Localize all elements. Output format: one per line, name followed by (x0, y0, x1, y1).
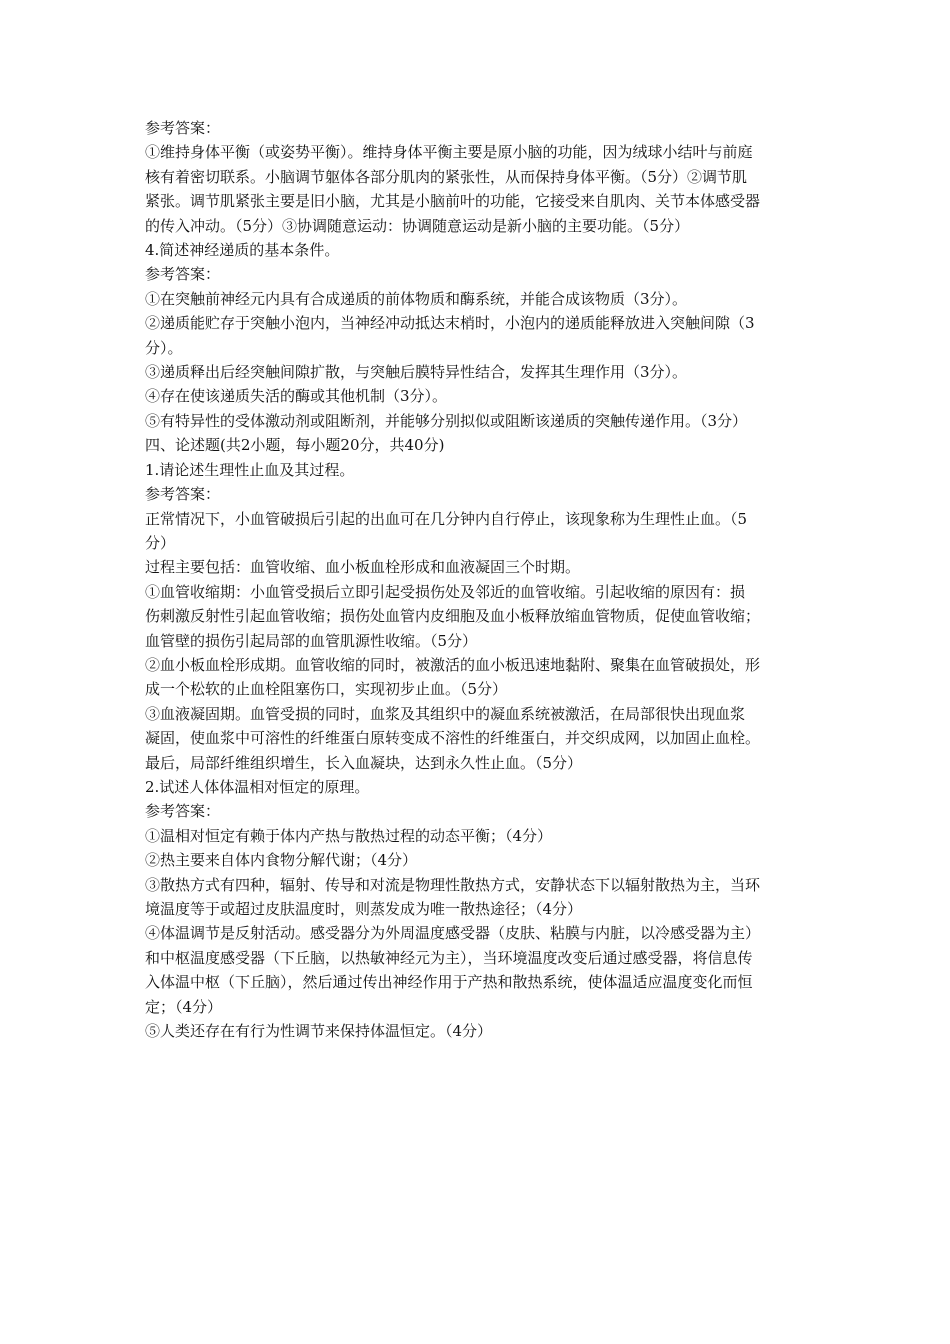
text-line: 最后，局部纤维组织增生，长入血凝块，达到永久性止血。（5分） (145, 753, 583, 772)
text-line: ④存在使该递质失活的酶或其他机制（3分）。 (145, 387, 448, 406)
answer-heading: 参考答案： (145, 119, 221, 137)
text-line: ⑤有特异性的受体激动剂或阻断剂，并能够分别拟似或阻断该递质的突触传递作用。（3分） (145, 411, 748, 430)
text-line: 定；（4分） (145, 997, 223, 1016)
text-line: ③散热方式有四种，辐射、传导和对流是物理性散热方式，安静状态下以辐射散热为主，当环 (145, 875, 761, 894)
question-title: 2.试述人体体温相对恒定的原理。 (145, 777, 370, 796)
text-line: ④体温调节是反射活动。感受器分为外周温度感受器（皮肤、粘膜与内脏，以冷感受器为主） (145, 924, 761, 943)
text-line: ⑤人类还存在有行为性调节来保持体温恒定。（4分） (145, 1022, 493, 1041)
text-line: 境温度等于或超过皮肤温度时，则蒸发成为唯一散热途径；（4分） (145, 900, 583, 918)
text-line: ①血管收缩期：小血管受损后立即引起受损伤处及邻近的血管收缩。引起收缩的原因有：损 (145, 582, 746, 601)
text-line: ①在突触前神经元内具有合成递质的前体物质和酶系统，并能合成该物质（3分）。 (145, 289, 688, 308)
text-line: 伤刺激反射性引起血管收缩；损伤处血管内皮细胞及血小板释放缩血管物质，促使血管收缩； (145, 607, 761, 626)
answer-heading: 参考答案： (145, 802, 221, 821)
text-line: 入体温中枢（下丘脑），然后通过传出神经作用于产热和散热系统，使体温适应温度变化而恒 (145, 973, 753, 992)
text-line: ①温相对恒定有赖于体内产热与散热过程的动态平衡；（4分） (145, 826, 553, 845)
answer-heading: 参考答案： (145, 485, 221, 504)
text-line: 紧张。调节肌紧张主要是旧小脑，尤其是小脑前叶的功能，它接受来自肌肉、关节本体感受器 (145, 192, 761, 211)
text-line: 正常情况下，小血管破损后引起的出血可在几分钟内自行停止，该现象称为生理性止血。（5 (145, 509, 748, 528)
text-line: 成一个松软的止血栓阻塞伤口，实现初步止血。（5分） (145, 680, 508, 699)
text-line: 分） (145, 533, 176, 552)
text-line: 的传入冲动。（5分）③协调随意运动：协调随意运动是新小脑的主要功能。（5分） (145, 216, 690, 235)
answer-heading: 参考答案： (145, 265, 221, 284)
question-title: 4.简述神经递质的基本条件。 (145, 241, 340, 260)
question-title: 1.请论述生理性止血及其过程。 (145, 460, 355, 479)
text-line: 凝固，使血浆中可溶性的纤维蛋白原转变成不溶性的纤维蛋白，并交织成网，以加固止血栓。 (145, 729, 761, 748)
text-line: ①维持身体平衡（或姿势平衡）。维持身体平衡主要是原小脑的功能，因为绒球小结叶与前庭 (145, 143, 753, 162)
document-body (145, 116, 817, 1043)
text-line: 和中枢温度感受器（下丘脑，以热敏神经元为主），当环境温度改变后通过感受器，将信息传 (145, 948, 753, 967)
text-line: ③递质释出后经突触间隙扩散，与突触后膜特异性结合，发挥其生理作用（3分）。 (145, 363, 688, 382)
text-line: 分）。 (145, 338, 183, 357)
text-line: ②血小板血栓形成期。血管收缩的同时，被激活的血小板迅速地黏附、聚集在血管破损处，形 (145, 655, 761, 674)
section-title: 四、论述题(共2小题，每小题20分，共40分) (145, 436, 445, 455)
text-line: 血管壁的损伤引起局部的血管肌源性收缩。（5分） (145, 631, 478, 650)
text-line: ②热主要来自体内食物分解代谢；（4分） (145, 851, 418, 870)
text-line: 核有着密切联系。小脑调节躯体各部分肌肉的紧张性，从而保持身体平衡。（5分）②调节肌 (145, 167, 748, 186)
text-line: ②递质能贮存于突触小泡内，当神经冲动抵达末梢时，小泡内的递质能释放进入突触间隙（3 (145, 314, 755, 333)
text-line: 过程主要包括：血管收缩、血小板血栓形成和血液凝固三个时期。 (145, 558, 581, 577)
text-line: ③血液凝固期。血管受损的同时，血浆及其组织中的凝血系统被激活，在局部很快出现血浆 (145, 704, 746, 723)
